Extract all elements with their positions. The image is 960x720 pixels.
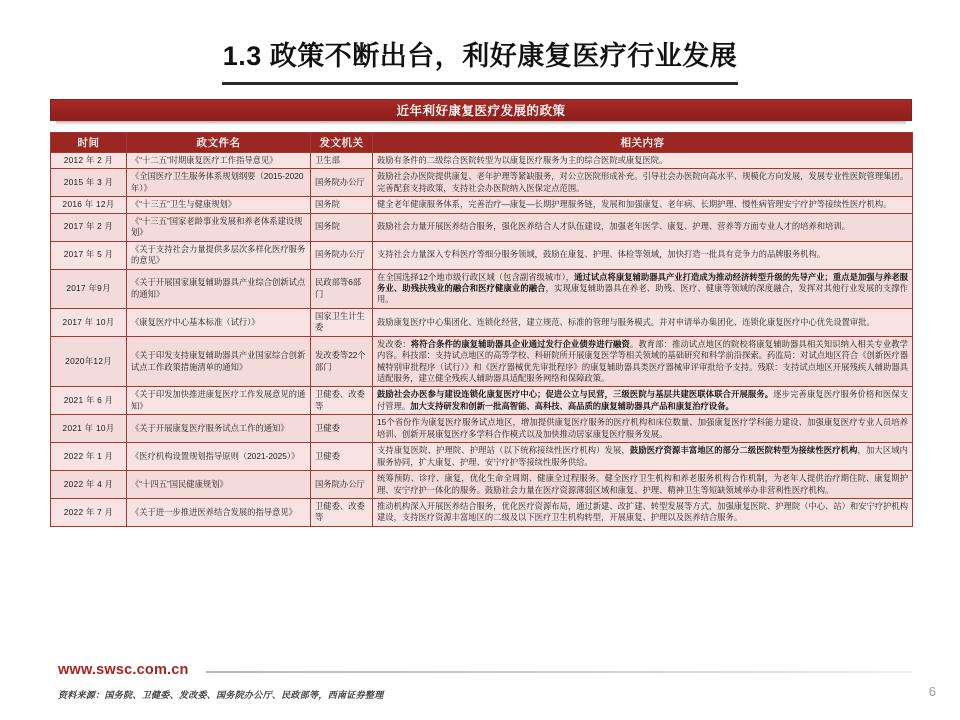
cell-organization: 民政部等6部门 xyxy=(311,269,373,308)
cell-organization: 国务院办公厅 xyxy=(311,241,373,269)
table-row xyxy=(51,471,913,499)
table-row xyxy=(51,415,913,443)
policy-table-head xyxy=(51,133,913,153)
cell-content: 健全老年健康服务体系，完善治疗—康复—长期护理服务链，发展和加强康复、老年病、长期护理、慢性病管理安宁疗护等接续性医疗机构。 xyxy=(373,197,913,213)
page-title: 1.3 政策不断出台，利好康复医疗行业发展 xyxy=(222,41,738,71)
cell-content: 支持社会力量深入专科医疗等细分服务领域，鼓励在康复、护理、体检等领域，加快打造一批具有竞争力的品牌服务机构。 xyxy=(373,241,913,269)
cell-organization: 卫健委、改委等 xyxy=(311,498,373,526)
cell-organization: 卫健委、改委等 xyxy=(311,387,373,415)
cell-time: 2012 年 2 月 xyxy=(51,153,127,169)
cell-time: 2017 年 5 月 xyxy=(51,241,127,269)
cell-document-name: 《全国医疗卫生服务体系规划纲要（2015-2020 年）》 xyxy=(127,169,311,197)
table-row xyxy=(51,213,913,241)
cell-organization: 国务院 xyxy=(311,197,373,213)
cell-time: 2022 年 1 月 xyxy=(51,443,127,471)
cell-document-name: 《“十二五”时期康复医疗工作指导意见》 xyxy=(127,153,311,169)
title-underline-rule xyxy=(222,82,738,85)
column-header-time: 时间 xyxy=(51,133,127,153)
cell-document-name: 《关于开展国家康复辅助器具产业综合创新试点的通知》 xyxy=(127,269,311,308)
footer-source-note: 资料来源：国务院、卫健委、发改委、国务院办公厅、民政部等，西南证券整理 xyxy=(58,690,384,700)
column-header-content: 相关内容 xyxy=(373,133,913,153)
cell-document-name: 《关于支持社会力量提供多层次多样化医疗服务的意见》 xyxy=(127,241,311,269)
cell-organization: 卫健委 xyxy=(311,443,373,471)
column-header-document: 政文件名 xyxy=(127,133,311,153)
cell-document-name: 《康复医疗中心基本标准（试行）》 xyxy=(127,308,311,336)
cell-document-name: 《“十三五”卫生与健康规划》 xyxy=(127,197,311,213)
cell-organization: 卫健委 xyxy=(311,415,373,443)
table-row xyxy=(51,387,913,415)
cell-organization: 国家卫生计生委 xyxy=(311,308,373,336)
cell-organization: 国务院办公厅 xyxy=(311,169,373,197)
table-row xyxy=(51,308,913,336)
cell-organization: 国务院办公厅 xyxy=(311,471,373,499)
cell-document-name: 《医疗机构设置规划指导原则（2021-2025）》 xyxy=(127,443,311,471)
table-banner-label: 近年利好康复医疗发展的政策 xyxy=(50,99,912,121)
table-row xyxy=(51,153,913,169)
cell-content: 15个省份作为康复医疗服务试点地区，增加提供康复医疗服务的医疗机构和床位数量、加强康复医疗学科能力建设、加强康复医疗专业人员培养培训、创新开展康复医疗多学科合作模式以及加快推动居家康复医疗服务发展。 xyxy=(373,415,913,443)
policy-table xyxy=(50,132,913,527)
page-number: 6 xyxy=(928,684,936,699)
cell-content: 鼓励社会力量开展医养结合服务，强化医养结合人才队伍建设，加强老年医学、康复、护理、营养等方面专业人才的培养和培训。 xyxy=(373,213,913,241)
cell-time: 2021 年 6 月 xyxy=(51,387,127,415)
cell-time: 2016 年 12月 xyxy=(51,197,127,213)
table-row xyxy=(51,443,913,471)
column-header-organization: 发文机关 xyxy=(311,133,373,153)
cell-document-name: 《“十四五”国民健康规划》 xyxy=(127,471,311,499)
table-row xyxy=(51,197,913,213)
cell-time: 2017 年9月 xyxy=(51,269,127,308)
table-header-row xyxy=(51,133,913,153)
cell-content: 推动机构深入开展医养结合服务，优化医疗资源布局，通过新建、改扩建、转型发展等方式，加强康复医院、护理院（中心、站）和安宁疗护机构建设，支持医疗资源丰富地区的二级及以下医疗卫生机构转型，开展康复、护理以及医养结合服务。 xyxy=(373,498,913,526)
table-row xyxy=(51,269,913,308)
cell-organization: 国务院 xyxy=(311,213,373,241)
cell-content: 鼓励社会办医院提供康复、老年护理等紧缺服务，对公立医院形成补充。引导社会办医院向高水平、规模化方向发展，发展专业性医院管理集团。完善配套支持政策，支持社会办医院纳入医保定点范围。 xyxy=(373,169,913,197)
footer-website-url[interactable]: www.swsc.com.cn xyxy=(58,662,189,678)
table-row xyxy=(51,336,913,387)
cell-time: 2022 年 7 月 xyxy=(51,498,127,526)
table-banner-shadow xyxy=(56,121,906,125)
cell-time: 2015 年 3 月 xyxy=(51,169,127,197)
cell-document-name: 《关于印发支持康复辅助器具产业国家综合创新试点工作政策措施清单的通知》 xyxy=(127,336,311,387)
cell-document-name: 《关于开展康复医疗服务试点工作的通知》 xyxy=(127,415,311,443)
table-row xyxy=(51,169,913,197)
cell-time: 2020年12月 xyxy=(51,336,127,387)
cell-content: 在全国选择12个地市级行政区域（包含副省级城市），通过试点将康复辅助器具产业打造成为推动经济转型升级的先导产业；重点是加强与养老服务业、助残扶残业的融合和医疗健康业的融合，实现康复辅助器具在养老、助残、医疗、健康等领域的深度融合，发挥对其他行业发展的支撑作用。 xyxy=(373,269,913,308)
table-row xyxy=(51,498,913,526)
cell-document-name: 《关于印发加快推进康复医疗工作发展意见的通知》 xyxy=(127,387,311,415)
cell-organization: 卫生部 xyxy=(311,153,373,169)
footer-divider xyxy=(206,671,912,673)
cell-time: 2022 年 4 月 xyxy=(51,471,127,499)
cell-content: 发改委：将符合条件的康复辅助器具企业通过发行企业债券进行融资。教育部：推动试点地区的院校将康复辅助器具相关知识纳入相关专业教学内容。科技部：支持试点地区的高等学校、科研院所开展康复医学等相关领域的基础研究和科学前沿探索。药监局：对试点地区符合《创新医疗器械特别审批程序（试行）》和《医疗器械优先审批程序》的康复辅助器具类医疗器械审评审批给予支持。残联：支持试点地区开展残疾人辅助器具适配服务，建立健全残疾人辅助器具适配服务网络和保障政策。 xyxy=(373,336,913,387)
cell-organization: 发改委等22个部门 xyxy=(311,336,373,387)
cell-time: 2017 年 10月 xyxy=(51,308,127,336)
policy-table-body xyxy=(51,153,913,527)
table-banner xyxy=(50,99,912,121)
cell-content: 鼓励社会办医参与建设连锁化康复医疗中心；促进公立与民营，三级医院与基层共建医联体联合开展服务。逐步完善康复医疗服务价格和医保支付管理。加大支持研发和创新一批高智能、高科技、高品质的康复辅助器具产品和康复治疗设备。 xyxy=(373,387,913,415)
cell-content: 支持康复医院、护理院、护理站（以下统称接续性医疗机构）发展，鼓励医疗资源丰富地区的部分二级医院转型为接续性医疗机构，加大区域内服务协同，扩大康复、护理、安宁疗护等接续性服务供给。 xyxy=(373,443,913,471)
cell-document-name: 《关于进一步推进医养结合发展的指导意见》 xyxy=(127,498,311,526)
cell-content: 统筹预防、诊疗、康复，优化生命全周期、健康全过程服务。健全医疗卫生机构和养老服务机构合作机制，为老年人提供治疗期住院、康复期护理、安宁疗护一体化的服务。鼓励社会力量在医疗资源薄弱区域和康复、护理、精神卫生等短缺领域举办非营利性医疗机构。 xyxy=(373,471,913,499)
cell-content: 鼓励康复医疗中心集团化、连锁化经营，建立规范、标准的管理与服务模式。并对申请举办集团化、连锁化康复医疗中心优先设置审批。 xyxy=(373,308,913,336)
table-row xyxy=(51,241,913,269)
cell-time: 2021 年 10月 xyxy=(51,415,127,443)
cell-time: 2017 年 2 月 xyxy=(51,213,127,241)
cell-document-name: 《“十三五”国家老龄事业发展和养老体系建设规划》 xyxy=(127,213,311,241)
cell-content: 鼓励有条件的二级综合医院转型为以康复医疗服务为主的综合医院或康复医院。 xyxy=(373,153,913,169)
